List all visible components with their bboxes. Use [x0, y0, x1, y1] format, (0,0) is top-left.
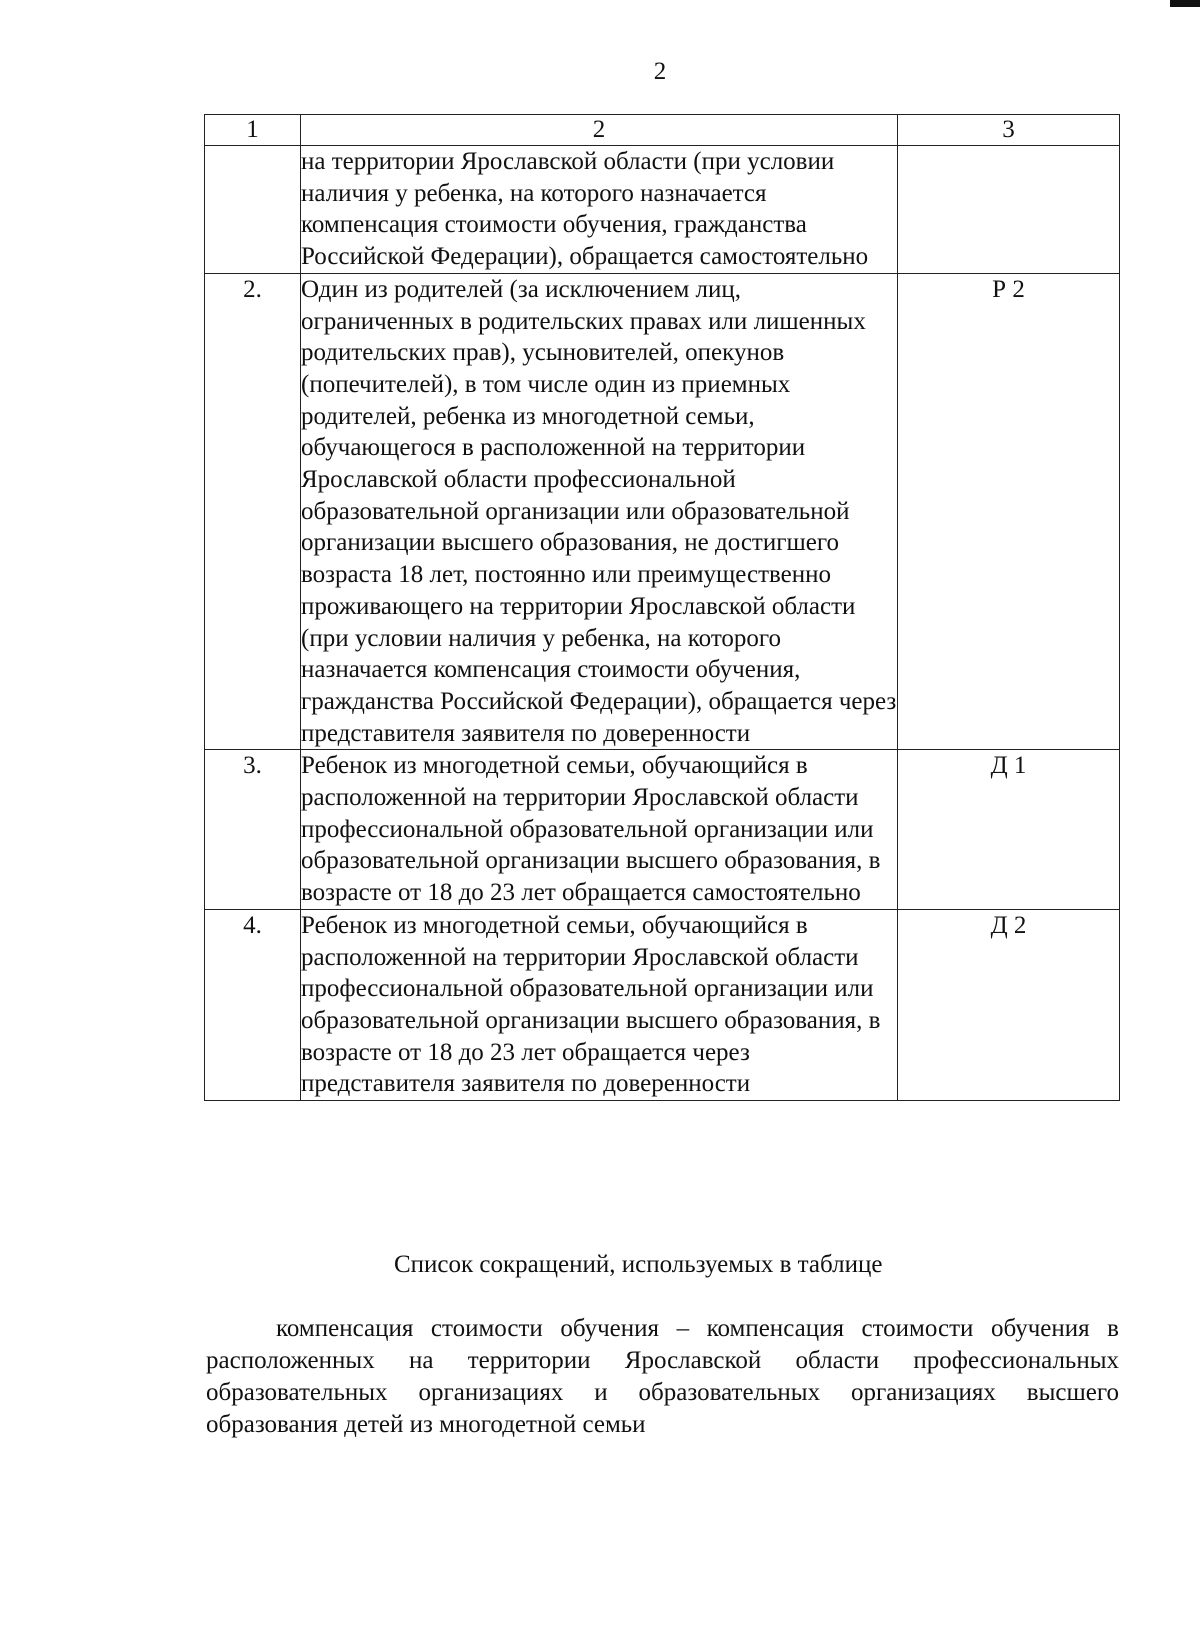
row-number: 2.	[205, 273, 301, 750]
table-row	[205, 909, 1120, 1100]
row-description: Ребенок из многодетной семьи, обучающийся в расположенной на территории Ярославской области профессиональной образовательной организации или образовательной организации высшего образования, в возрасте от 18 до 23 лет обращается через представителя заявителя по доверенности	[301, 909, 898, 1100]
row-code: Д 1	[898, 750, 1120, 910]
row-code	[898, 146, 1120, 274]
row-code: Р 2	[898, 273, 1120, 750]
corner-mark	[1170, 0, 1200, 7]
table-row	[205, 273, 1120, 750]
row-description: Один из родителей (за исключением лиц, ограниченных в родительских правах или лишенных родительских прав), усыновителей, опекунов (попечителей), в том числе один из приемных родителей, ребенка из многодетной семьи, обучающегося в расположенной на территории Ярославской области профессиональной образовательной организации или образовательной организации высшего образования, не достигшего возраста 18 лет, постоянно или преимущественно проживающего на территории Ярославской области (при условии наличия у ребенка, на которого назначается компенсация стоимости обучения, гражданства Российской Федерации), обращается через представителя заявителя по доверенности	[301, 273, 898, 750]
row-code: Д 2	[898, 909, 1120, 1100]
row-number	[205, 146, 301, 274]
column-header-2: 2	[301, 115, 898, 146]
table-row	[205, 146, 1120, 274]
row-number: 3.	[205, 750, 301, 910]
document-table	[204, 114, 1120, 1101]
row-description: на территории Ярославской области (при условии наличия у ребенка, на которого назначается компенсация стоимости обучения, гражданства Российской Федерации), обращается самостоятельно	[301, 146, 898, 274]
abbreviations-title: Список сокращений, используемых в таблице	[394, 1251, 883, 1278]
column-header-3: 3	[898, 115, 1120, 146]
table-header-row	[205, 115, 1120, 146]
row-description: Ребенок из многодетной семьи, обучающийся в расположенной на территории Ярославской области профессиональной образовательной организации или образовательной организации высшего образования, в возрасте от 18 до 23 лет обращается самостоятельно	[301, 750, 898, 910]
column-header-1: 1	[205, 115, 301, 146]
row-number: 4.	[205, 909, 301, 1100]
table-row	[205, 750, 1120, 910]
page-number: 2	[653, 58, 667, 85]
abbreviation-definition: компенсация стоимости обучения – компенсация стоимости обучения в расположенных на территории Ярославской области профессиональных образовательных организациях и образовательных организациях высшего образования детей из многодетной семьи	[206, 1315, 1119, 1438]
